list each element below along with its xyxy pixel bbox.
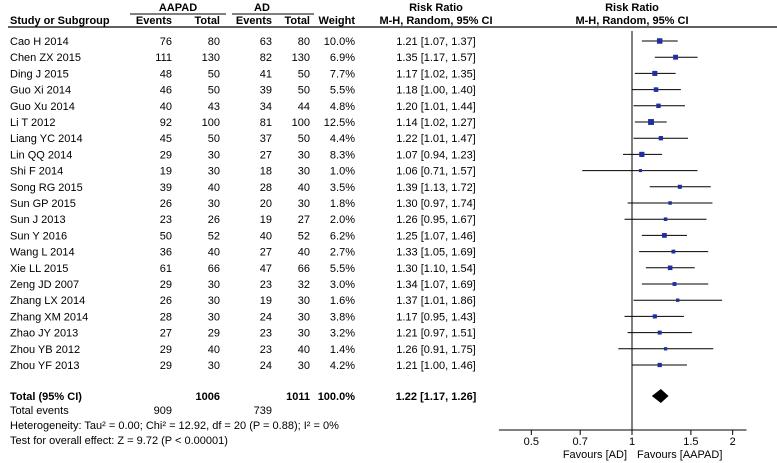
effect-box [668, 266, 673, 271]
study-weight: 5.5% [329, 84, 355, 97]
header-rr-title-plot: Risk Ratio [605, 2, 659, 14]
x-tick-label: 1 [628, 436, 636, 448]
header-group2: AD [254, 2, 270, 14]
total-weight: 100.0% [317, 391, 355, 403]
study-name: Guo Xu 2014 [10, 100, 75, 113]
events-aapad: 92 [159, 117, 172, 129]
study-weight: 12.5% [323, 117, 355, 129]
study-weight: 5.5% [329, 262, 355, 275]
events-aapad: 27 [159, 327, 172, 340]
study-weight: 10.0% [323, 36, 355, 48]
effect-box [673, 282, 677, 286]
study-name: Liang YC 2014 [10, 133, 83, 146]
x-axis [499, 430, 747, 461]
study-risk-ratio: 1.25 [1.07, 1.46] [396, 230, 476, 243]
events-aapad: 26 [159, 295, 172, 308]
effect-box [652, 71, 657, 76]
events-aapad: 36 [159, 246, 172, 259]
events-aapad: 19 [159, 165, 172, 178]
header-rr-method-plot: M-H, Random, 95% CI [575, 15, 689, 27]
total-ad: 52 [297, 230, 310, 243]
study-risk-ratio: 1.35 [1.17, 1.57] [396, 52, 476, 65]
events-ad: 40 [259, 230, 272, 243]
total-ad: 50 [297, 68, 310, 81]
study-weight: 6.9% [329, 52, 355, 65]
study-name: Wang L 2014 [10, 246, 75, 259]
study-weight: 3.5% [329, 181, 355, 194]
events-aapad: 28 [159, 311, 172, 324]
study-weight: 7.7% [329, 68, 355, 81]
events-aapad: 61 [159, 262, 172, 275]
total-aapad: 66 [207, 262, 220, 275]
events-ad: 27 [259, 246, 272, 259]
effect-box [639, 169, 642, 172]
study-name: Ding J 2015 [10, 68, 69, 81]
events-ad: 47 [259, 262, 272, 275]
study-risk-ratio: 1.21 [1.07, 1.37] [396, 36, 476, 48]
events-ad: 81 [259, 117, 272, 129]
study-weight: 4.8% [329, 100, 355, 113]
header-rr-title-table: Risk Ratio [409, 2, 463, 14]
total-ad: 30 [297, 165, 310, 178]
study-weight: 3.8% [329, 311, 355, 324]
effect-box [662, 233, 667, 238]
total-aapad: 30 [207, 311, 220, 324]
study-name: Xie LL 2015 [10, 262, 69, 275]
study-weight: 1.6% [329, 295, 355, 308]
favours-right-label: Favours [AAPAD] [637, 449, 723, 461]
total-aapad: 130 [201, 52, 220, 65]
events-ad: 41 [259, 68, 272, 81]
study-name: Zeng JD 2007 [10, 279, 80, 291]
study-weight: 4.4% [329, 133, 355, 146]
study-name: Song RG 2015 [10, 181, 83, 194]
effect-box [673, 55, 678, 60]
study-weight: 1.0% [329, 165, 355, 178]
study-name: Chen ZX 2015 [10, 52, 81, 65]
total-ad: 50 [297, 84, 310, 97]
total-ad: 100 [291, 117, 310, 129]
events-ad: 39 [259, 84, 272, 97]
x-tick-label: 0.5 [523, 436, 539, 448]
study-name: Lin QQ 2014 [10, 149, 73, 162]
events-ad: 24 [259, 360, 272, 372]
header-total-1: Total [194, 15, 220, 27]
study-name: Sun Y 2016 [10, 230, 68, 243]
study-weight: 8.3% [329, 149, 355, 162]
total-ad: 80 [297, 36, 310, 48]
study-name: Sun J 2013 [10, 214, 66, 227]
effect-box [648, 119, 654, 125]
events-ad: 82 [259, 52, 272, 65]
total-ad: 50 [297, 133, 310, 146]
summary-diamond [652, 389, 669, 403]
events-aapad: 111 [155, 52, 172, 65]
events-aapad: 39 [159, 181, 172, 194]
effect-box [676, 299, 679, 302]
study-risk-ratio: 1.07 [0.94, 1.23] [396, 149, 476, 162]
effect-box [678, 185, 682, 189]
study-risk-ratio: 1.21 [0.97, 1.51] [396, 327, 476, 340]
study-name: Sun GP 2015 [10, 198, 76, 210]
total-aapad: 80 [207, 36, 220, 48]
total-label: Total (95% CI) [10, 391, 82, 403]
header-study: Study or Subgroup [10, 15, 110, 27]
events-aapad: 29 [159, 343, 172, 356]
study-name: Zhang XM 2014 [10, 311, 89, 324]
total-ad: 44 [297, 100, 310, 113]
study-name: Li T 2012 [10, 117, 56, 129]
total-aapad: 43 [207, 100, 220, 113]
header-group1: AAPAD [158, 2, 198, 14]
total-aapad: 30 [207, 279, 220, 291]
favours-left-label: Favours [AD] [562, 449, 627, 461]
events-aapad: 76 [159, 36, 172, 48]
study-name: Guo Xi 2014 [10, 84, 72, 97]
total-aapad: 40 [207, 246, 220, 259]
effect-box [664, 347, 667, 350]
effect-box [657, 38, 662, 43]
events-aapad: 29 [159, 360, 172, 372]
total-aapad: 30 [207, 198, 220, 210]
study-risk-ratio: 1.34 [1.07, 1.69] [396, 279, 476, 291]
effect-box [654, 87, 659, 92]
total-ad: 27 [297, 214, 310, 227]
study-weight: 6.2% [329, 230, 355, 243]
total-ad: 30 [297, 327, 310, 340]
events-ad: 23 [259, 343, 272, 356]
total-aapad: 26 [207, 214, 220, 227]
effect-box [658, 363, 662, 367]
effect-box [659, 136, 663, 140]
study-risk-ratio: 1.26 [0.91, 1.75] [396, 343, 476, 356]
total-aapad: 30 [207, 360, 220, 372]
plot-marks [582, 31, 722, 430]
study-risk-ratio: 1.17 [0.95, 1.43] [396, 311, 476, 324]
study-risk-ratio: 1.22 [1.01, 1.47] [396, 133, 476, 146]
effect-box [672, 250, 676, 254]
events-ad: 19 [259, 214, 272, 227]
study-risk-ratio: 1.30 [1.10, 1.54] [396, 262, 476, 275]
study-name: Zhou YF 2013 [10, 360, 80, 372]
events-aapad: 48 [159, 68, 172, 81]
total-ad: 66 [297, 262, 310, 275]
study-weight: 1.4% [329, 343, 355, 356]
events-aapad: 26 [159, 198, 172, 210]
total-aapad: 30 [207, 295, 220, 308]
study-risk-ratio: 1.26 [0.95, 1.67] [396, 214, 476, 227]
study-weight: 4.2% [329, 360, 355, 372]
total-events-aapad: 909 [153, 405, 172, 417]
total-ad: 40 [297, 246, 310, 259]
total-events-ad: 739 [253, 405, 272, 417]
events-ad: 34 [259, 100, 272, 113]
effect-box [656, 104, 660, 108]
study-risk-ratio: 1.14 [1.02, 1.27] [396, 117, 476, 129]
events-ad: 19 [259, 295, 272, 308]
events-ad: 63 [259, 36, 272, 48]
total-aapad: 29 [207, 327, 220, 340]
study-weight: 2.7% [329, 246, 355, 259]
total-aapad: 40 [207, 343, 220, 356]
total-ad: 130 [291, 52, 310, 65]
study-weight: 3.2% [329, 327, 355, 340]
study-weight: 1.8% [329, 198, 355, 210]
total-events-label: Total events [10, 405, 69, 417]
study-name: Shi F 2014 [10, 165, 64, 178]
study-risk-ratio: 1.39 [1.13, 1.72] [396, 181, 476, 194]
total-aapad: 50 [207, 68, 220, 81]
total-risk-ratio: 1.22 [1.17, 1.26] [395, 391, 477, 403]
study-risk-ratio: 1.20 [1.01, 1.44] [396, 100, 476, 113]
events-aapad: 23 [159, 214, 172, 227]
study-risk-ratio: 1.33 [1.05, 1.69] [396, 246, 476, 259]
header-events-2: Events [235, 15, 272, 27]
study-rows [10, 36, 477, 403]
study-name: Zhou YB 2012 [10, 343, 81, 356]
study-name: Zhang LX 2014 [10, 295, 86, 308]
events-aapad: 40 [159, 100, 172, 113]
total-ad: 32 [297, 279, 310, 291]
header-rr-method-table: M-H, Random, 95% CI [379, 15, 493, 27]
header-weight: Weight [318, 15, 355, 27]
x-tick-label: 1.5 [683, 436, 699, 448]
study-risk-ratio: 1.18 [1.00, 1.40] [396, 84, 476, 97]
events-ad: 18 [259, 165, 272, 178]
total-aapad: 40 [207, 181, 220, 194]
events-ad: 20 [259, 198, 272, 210]
events-ad: 28 [259, 181, 272, 194]
study-name: Zhao JY 2013 [10, 327, 79, 340]
events-ad: 23 [259, 279, 272, 291]
total-aapad: 30 [207, 165, 220, 178]
effect-box [668, 201, 671, 204]
total-aapad: 50 [207, 133, 220, 146]
effect-box [664, 217, 668, 221]
overall-effect-text: Test for overall effect: Z = 9.72 (P < 0.00001) [10, 435, 228, 447]
total-ad: 30 [297, 198, 310, 210]
study-weight: 2.0% [329, 214, 355, 227]
events-ad: 27 [259, 149, 272, 162]
study-risk-ratio: 1.17 [1.02, 1.35] [396, 68, 476, 81]
header-total-2: Total [284, 15, 310, 27]
total-aapad: 30 [207, 149, 220, 162]
total-ad: 30 [297, 295, 310, 308]
total-ad: 30 [297, 311, 310, 324]
total-ad: 30 [297, 360, 310, 372]
study-name: Cao H 2014 [10, 36, 69, 48]
total-n-aapad: 1006 [195, 391, 220, 403]
study-risk-ratio: 1.06 [0.71, 1.57] [396, 165, 476, 178]
x-tick-label: 0.7 [572, 436, 588, 448]
x-tick-label: 2 [729, 436, 736, 448]
study-risk-ratio: 1.37 [1.01, 1.86] [396, 295, 476, 308]
total-aapad: 50 [207, 84, 220, 97]
events-aapad: 29 [159, 279, 172, 291]
events-ad: 24 [259, 311, 272, 324]
study-risk-ratio: 1.21 [1.00, 1.46] [396, 360, 476, 372]
total-ad: 40 [297, 343, 310, 356]
total-aapad: 52 [207, 230, 220, 243]
events-ad: 37 [259, 133, 272, 146]
total-n-ad: 1011 [286, 391, 310, 403]
total-ad: 30 [297, 149, 310, 162]
header-events-1: Events [135, 15, 172, 27]
events-aapad: 29 [159, 149, 172, 162]
events-aapad: 45 [159, 133, 172, 146]
study-risk-ratio: 1.30 [0.97, 1.74] [396, 198, 476, 210]
events-aapad: 46 [159, 84, 172, 97]
events-aapad: 50 [159, 230, 172, 243]
effect-box [639, 152, 644, 157]
total-aapad: 100 [201, 117, 220, 129]
effect-box [653, 314, 657, 318]
heterogeneity-text: Heterogeneity: Tau² = 0.00; Chi² = 12.92, df = 20 (P = 0.88); I² = 0% [10, 420, 339, 432]
total-ad: 40 [297, 181, 310, 194]
events-ad: 23 [259, 327, 272, 340]
effect-box [658, 331, 662, 335]
study-weight: 3.0% [329, 279, 355, 291]
